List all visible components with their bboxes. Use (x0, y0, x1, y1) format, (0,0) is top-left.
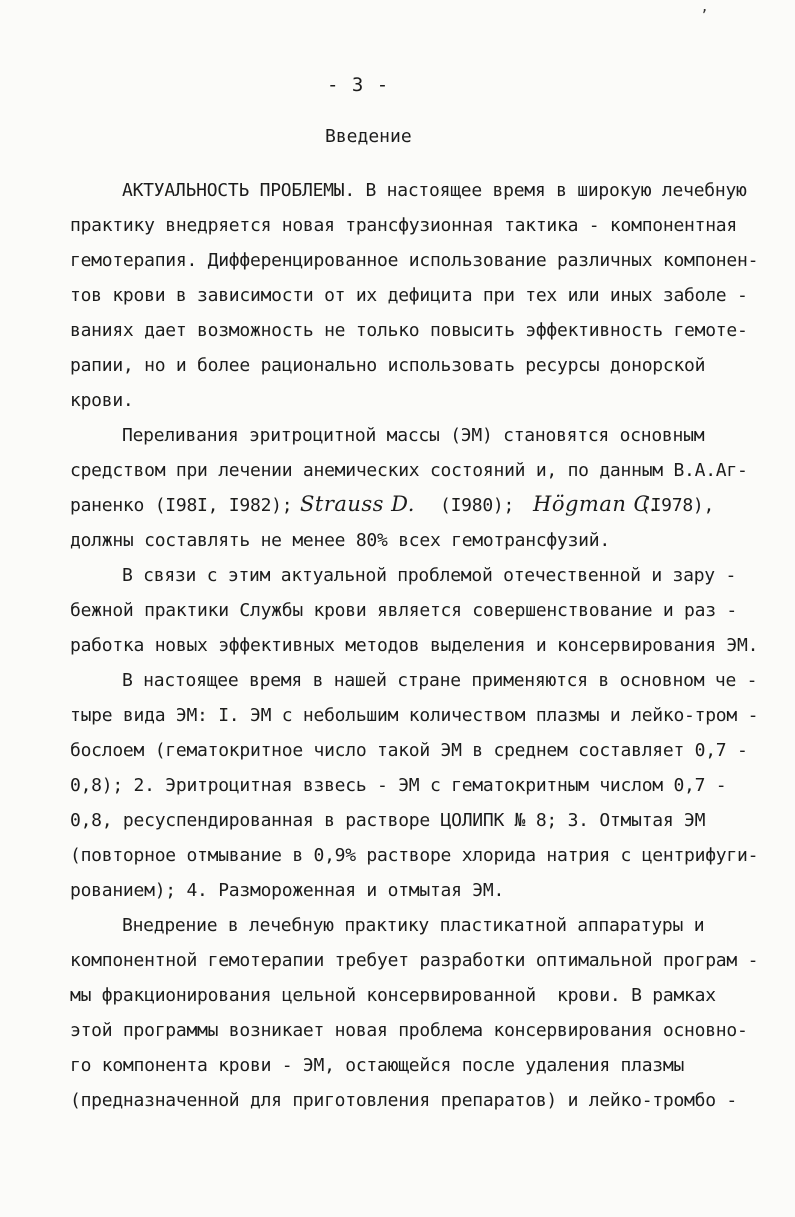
text-line: крови. (70, 390, 134, 411)
handwritten-author-hogman: Högman C. (533, 492, 657, 516)
text-line: (повторное отмывание в 0,9% растворе хлорида натрия с центрифуги- (70, 845, 759, 866)
text-line: го компонента крови - ЭМ, остающейся после удаления плазмы (70, 1055, 685, 1076)
text-line: работка новых эффективных методов выделения и консервирования ЭМ. (70, 635, 759, 656)
text-line: тов крови в зависимости от их дефицита при тех или иных заболе - (70, 285, 748, 306)
text-line: АКТУАЛЬНОСТЬ ПРОБЛЕМЫ. В настоящее время в широкую лечебную (122, 180, 747, 201)
text-line: рованием); 4. Размороженная и отмытая ЭМ. (70, 880, 505, 901)
text-line: практику внедряется новая трансфузионная тактика - компонентная (70, 215, 737, 236)
text-line: Внедрение в лечебную практику пластикатной аппаратуры и (122, 915, 705, 936)
text-line: В настоящее время в нашей стране применяются в основном че - (122, 670, 758, 691)
page-number: - 3 - (327, 74, 390, 96)
text-line: этой программы возникает новая проблема консервирования основно- (70, 1020, 748, 1041)
text-line: тыре вида ЭМ: I. ЭМ с небольшим количеством плазмы и лейко-тром - (70, 705, 759, 726)
text-line: бежной практики Службы крови является совершенствование и раз - (70, 600, 737, 621)
text-line: ваниях дает возможность не только повысить эффективность гемоте- (70, 320, 748, 341)
handwritten-author-strauss: Strauss D. (300, 492, 415, 516)
text-line: В связи с этим актуальной проблемой отечественной и зару - (122, 565, 737, 586)
text-line: мы фракционирования цельной консервированной крови. В рамках (70, 985, 716, 1006)
text-line: (предназначенной для приготовления препаратов) и лейко-тромбо - (70, 1090, 737, 1111)
text-line: должны составлять не менее 80% всех гемотрансфузий. (70, 530, 610, 551)
text-line: 0,8); 2. Эритроцитная взвесь - ЭМ с гематокритным числом 0,7 - (70, 775, 727, 796)
text-line: рапии, но и более рационально использовать ресурсы донорской (70, 355, 706, 376)
text-line: (I980); (440, 495, 515, 516)
text-line: компонентной гемотерапии требует разработки оптимальной програм - (70, 950, 759, 971)
text-line: Переливания эритроцитной массы (ЭМ) становятся основным (122, 425, 705, 446)
text-line: раненко (I98I, I982); (70, 495, 293, 516)
text-line: бослоем (гематокритное число такой ЭМ в среднем составляет 0,7 - (70, 740, 748, 761)
text-line: средством при лечении анемических состояний и, по данным В.А.Аг- (70, 460, 748, 481)
text-line: 0,8, ресуспендированная в растворе ЦОЛИПК № 8; 3. Отмытая ЭМ (70, 810, 706, 831)
section-heading: Введение (325, 126, 412, 147)
text-line: гемотерапия. Дифференцированное использование различных компонен- (70, 250, 759, 271)
corner-mark: ’ (700, 8, 709, 24)
text-line: (I978), (640, 495, 715, 516)
